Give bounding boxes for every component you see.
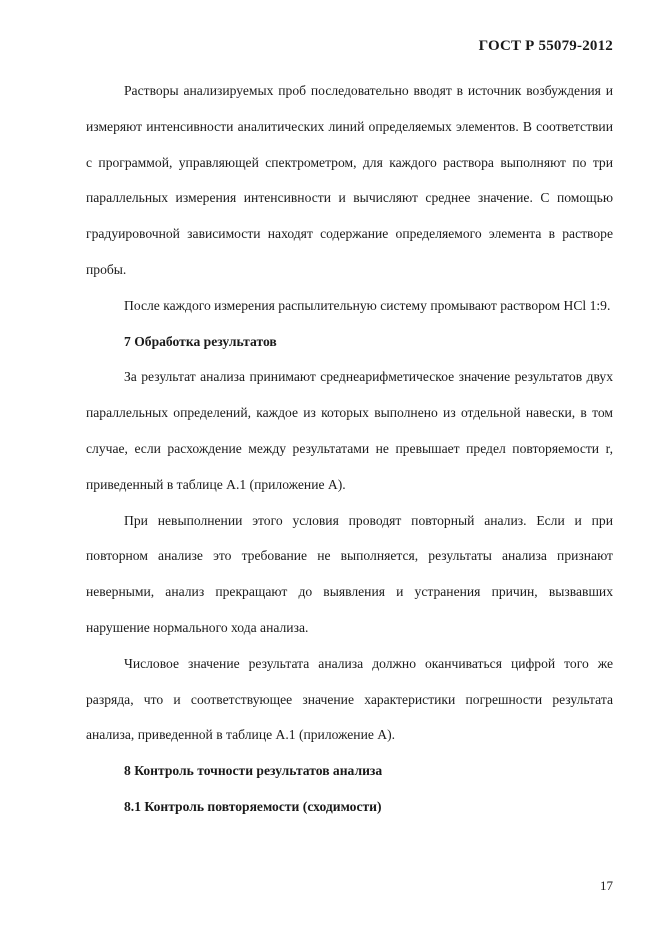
paragraph-rinsing: После каждого измерения распылительную систему промывают раствором HCl 1:9.: [124, 297, 611, 313]
document-header-code: ГОСТ Р 55079-2012: [478, 38, 613, 54]
paragraph-sample-introduction: Растворы анализируемых проб последовательно вводят в источник возбуждения и измеряют интенсивности аналитических линий определяемых элементов. В соответствии с программой, управляющей спектрометром, для каждого раствора выполняют по три параллельных измерения интенсивности и вычисляют среднее значение. С помощью градуировочной зависимости находят содержание определяемого элемента в растворе пробы.: [86, 83, 613, 277]
paragraph-result-definition: За результат анализа принимают среднеарифметическое значение результатов двух параллельных определений, каждое из которых выполнено из отдельной навески, в том случае, если расхождение между результатами не превышает предел повторяемости r, приведенный в таблице А.1 (приложение А).: [86, 369, 613, 492]
section-heading-7: 7 Обработка результатов: [124, 333, 277, 349]
document-body: [86, 73, 613, 825]
paragraph-repeat-analysis: При невыполнении этого условия проводят повторный анализ. Если и при повторном анализе это требование не выполняется, результаты анализа признают неверными, анализ прекращают до выявления и устранения причин, вызвавших нарушение нормального хода анализа.: [86, 512, 613, 635]
paragraph-numeric-precision: Числовое значение результата анализа должно оканчиваться цифрой того же разряда, что и соответствующее значение характеристики погрешности результата анализа, приведенной в таблице А.1 (приложение А).: [86, 655, 613, 743]
section-heading-8-1: 8.1 Контроль повторяемости (сходимости): [124, 798, 382, 814]
section-heading-8: 8 Контроль точности результатов анализа: [124, 763, 383, 779]
page-number: 17: [600, 878, 613, 893]
